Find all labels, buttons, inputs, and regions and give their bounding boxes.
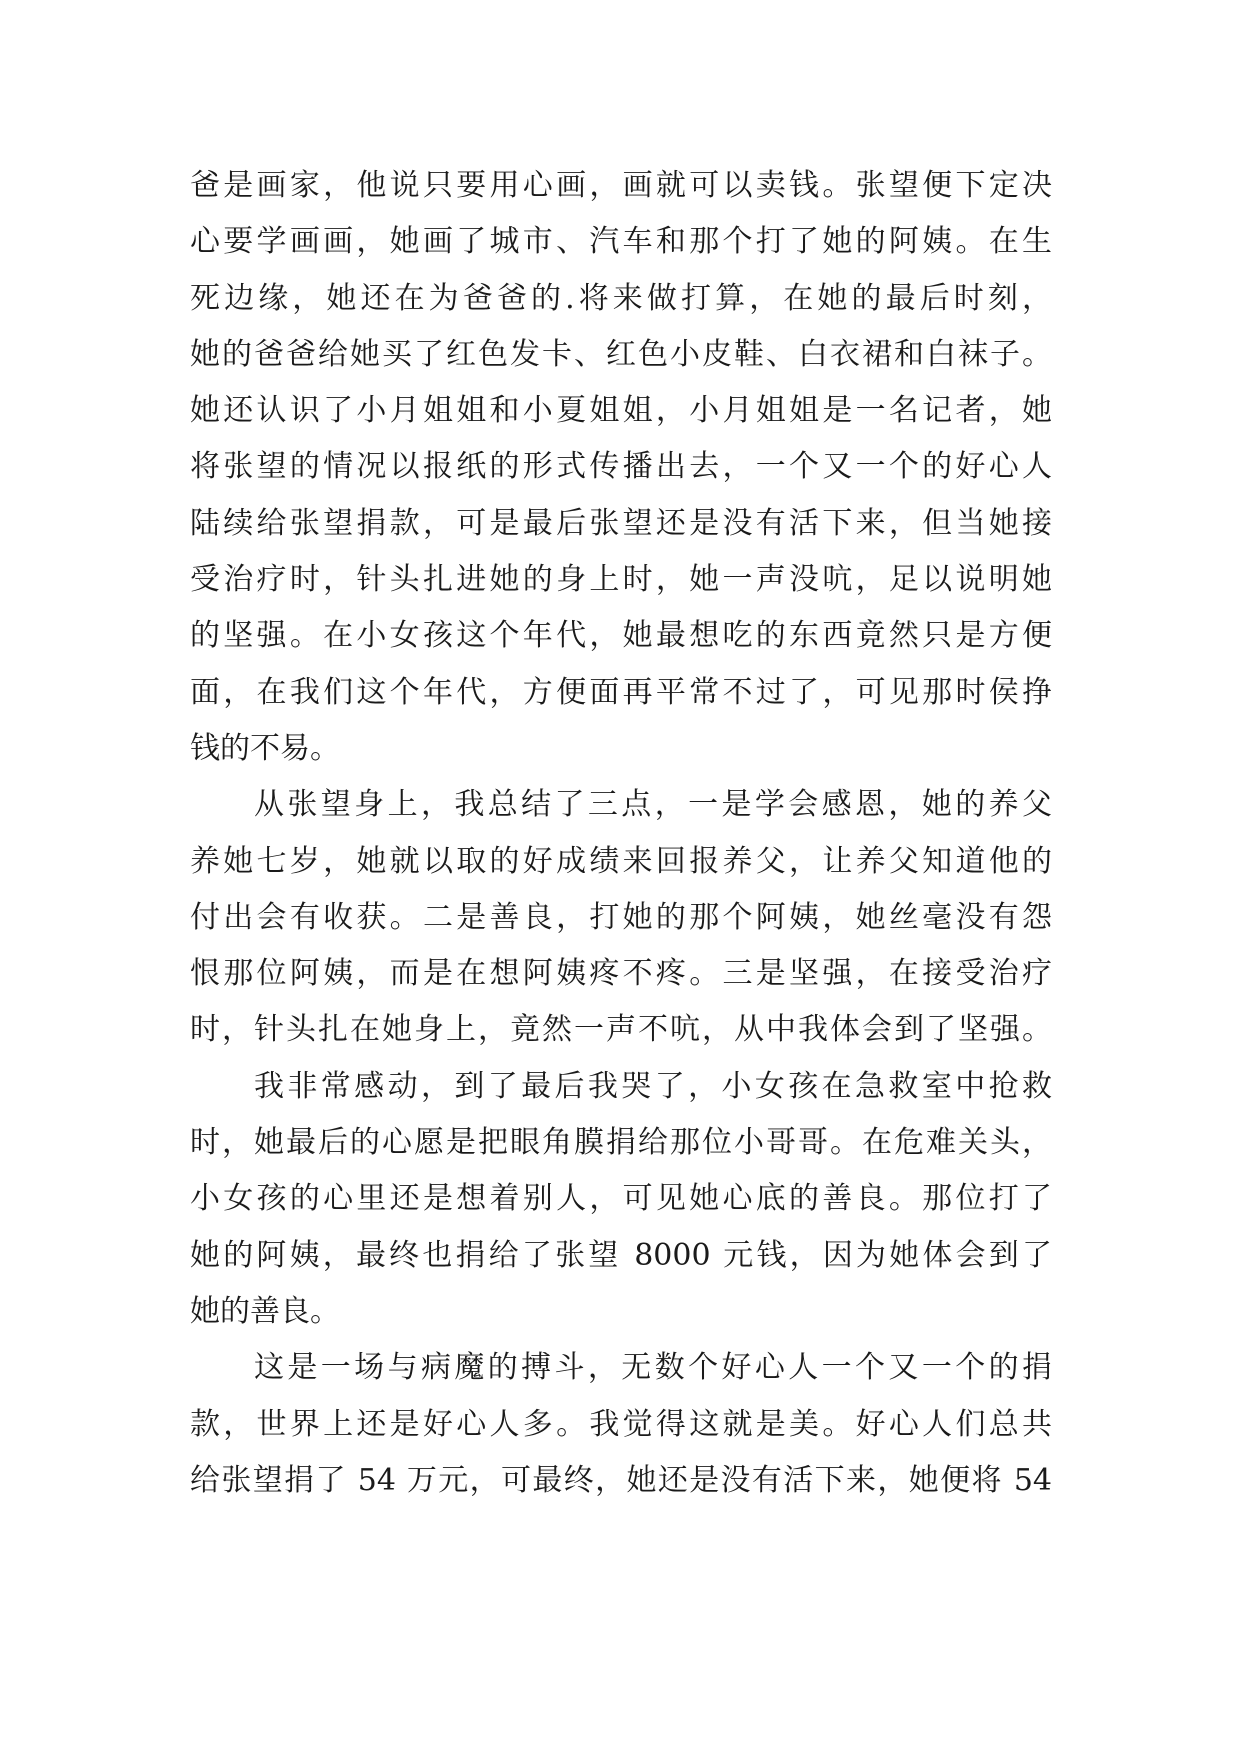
- text-line: 时，针头扎在她身上，竟然一声不吭，从中我体会到了坚强。: [190, 1012, 1052, 1048]
- text-line: 的坚强。在小女孩这个年代，她最想吃的东西竟然只是方便: [190, 618, 1052, 654]
- text-line: 面，在我们这个年代，方便面再平常不过了，可见那时侯挣: [190, 674, 1052, 710]
- text-line: 时，她最后的心愿是把眼角膜捐给那位小哥哥。在危难关头，: [190, 1125, 1052, 1161]
- text-line: 她的善良。: [190, 1293, 340, 1329]
- text-line: 小女孩的心里还是想着别人，可见她心底的善良。那位打了: [190, 1181, 1052, 1217]
- text-line: 我非常感动，到了最后我哭了，小女孩在急救室中抢救: [254, 1068, 1052, 1104]
- text-line: 爸是画家，他说只要用心画，画就可以卖钱。张望便下定决: [190, 168, 1052, 203]
- paragraph-4: [190, 1340, 1052, 1509]
- text-line: 死边缘，她还在为爸爸的.将来做打算，在她的最后时刻，: [190, 280, 1052, 316]
- paragraph-2: [190, 777, 1052, 1058]
- text-line: 受治疗时，针头扎进她的身上时，她一声没吭，足以说明她: [190, 562, 1052, 598]
- paragraph-1: [190, 158, 1052, 777]
- text-line: 养她七岁，她就以取的好成绩来回报养父，让养父知道他的: [190, 843, 1052, 879]
- text-line: 给张望捐了 54 万元，可最终，她还是没有活下来，她便将 54: [190, 1462, 1052, 1498]
- text-line: 她的阿姨，最终也捐给了张望 8000 元钱，因为她体会到了: [190, 1237, 1052, 1273]
- text-line: 心要学画画，她画了城市、汽车和那个打了她的阿姨。在生: [190, 224, 1052, 260]
- text-line: 恨那位阿姨，而是在想阿姨疼不疼。三是坚强，在接受治疗: [190, 956, 1052, 992]
- text-line: 从张望身上，我总结了三点，一是学会感恩，她的养父: [254, 787, 1052, 823]
- text-line: 将张望的情况以报纸的形式传播出去，一个又一个的好心人: [190, 449, 1052, 485]
- text-line: 款，世界上还是好心人多。我觉得这就是美。好心人们总共: [190, 1406, 1052, 1442]
- document-page: [190, 158, 1052, 1509]
- text-line: 她还认识了小月姐姐和小夏姐姐，小月姐姐是一名记者，她: [190, 393, 1052, 429]
- paragraph-3: [190, 1059, 1052, 1340]
- text-line: 钱的不易。: [190, 730, 340, 766]
- text-line: 她的爸爸给她买了红色发卡、红色小皮鞋、白衣裙和白袜子。: [190, 336, 1052, 372]
- text-line: 陆续给张望捐款，可是最后张望还是没有活下来，但当她接: [190, 505, 1052, 541]
- text-line: 付出会有收获。二是善良，打她的那个阿姨，她丝毫没有怨: [190, 899, 1052, 935]
- text-line: 这是一场与病魔的搏斗，无数个好心人一个又一个的捐: [254, 1350, 1052, 1386]
